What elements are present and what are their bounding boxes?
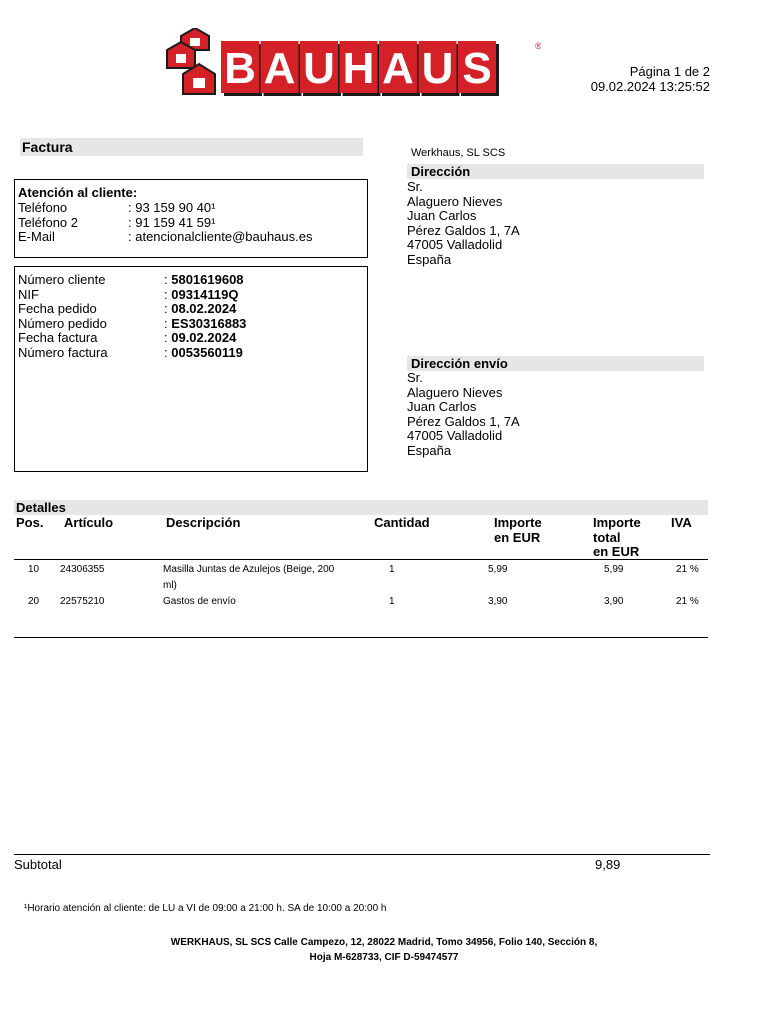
order-info-box [14,266,368,472]
page-info [591,64,710,94]
row-vat: 21 % [676,596,699,607]
address-line: Juan Carlos [407,399,477,415]
address-line: 47005 Valladolid [407,237,503,253]
row-quantity: 1 [389,564,395,575]
invoice-number-value: : 0053560119 [164,345,243,360]
invoice-date-value: : 09.02.2024 [164,330,237,345]
row-pos: 10 [28,564,40,575]
shipping-address-heading: Dirección envío [411,356,508,371]
legal-info [0,935,768,965]
col-article: Artículo [64,515,114,530]
nif-label: NIF [18,287,39,302]
address-line: Sr. [407,179,423,194]
customer-service-box [14,179,368,258]
row-total: 5,99 [604,564,624,575]
col-pos: Pos. [16,515,44,530]
details-heading: Detalles [16,500,66,515]
email-label: E-Mail [18,229,55,244]
address-line: Juan Carlos [407,208,477,224]
page-number: Página 1 de 2 [629,64,710,79]
nif-value: : 09314119Q [164,287,239,302]
address-line: Alaguero Nieves [407,193,503,209]
row-total: 3,90 [604,596,624,607]
phone-value: : 93 159 90 40¹ [128,200,216,215]
logo-letter: A [382,44,414,93]
logo-letter: U [421,44,454,93]
row-unit-price: 3,90 [488,596,508,607]
document-title: Factura [22,139,73,155]
order-date-value: : 08.02.2024 [164,301,237,316]
row-quantity: 1 [389,596,395,607]
row-article: 22575210 [60,596,105,607]
legal-line: WERKHAUS, SL SCS Calle Campezo, 12, 28022 Madrid, Tomo 34956, Folio 140, Sección 8, [170,937,598,948]
col-unit-price: Importe en EUR [494,515,542,545]
billing-address [407,180,520,268]
col-total: Importe total en EUR [593,515,641,559]
shipping-address-bar [407,356,704,371]
invoice-number-label: Número factura [18,345,108,360]
subtotal-label: Subtotal [14,857,62,872]
row-pos: 20 [28,596,40,607]
phone-label: Teléfono [18,200,68,215]
row-article: 24306355 [60,564,105,575]
footnote: ¹Horario atención al cliente: de LU a VI de 09:00 a 21:00 h. SA de 10:00 a 20:00 h [24,903,387,914]
table-header-rule [14,559,708,560]
bauhaus-logo [163,28,541,98]
address-line: España [407,251,452,267]
address-line: Alaguero Nieves [407,384,503,400]
row-description: Masilla Juntas de Azulejos (Beige, 200 ml) [163,564,335,591]
address-line: España [407,442,452,458]
phone2-label: Teléfono 2 [18,215,78,230]
print-datetime: 09.02.2024 13:25:52 [590,79,710,94]
email-value: : atencionalcliente@bauhaus.es [128,229,313,244]
address-line: Pérez Galdos 1, 7A [407,222,520,238]
order-number-value: : ES30316883 [164,316,247,331]
address-line: Pérez Galdos 1, 7A [407,413,520,429]
row-unit-price: 5,99 [488,564,508,575]
legal-line: Hoja M-628733, CIF D-59474577 [309,952,459,963]
col-vat: IVA [671,515,692,530]
company-name: Werkhaus, SL SCS [411,147,506,159]
customer-number-label: Número cliente [18,272,106,287]
billing-address-bar [407,164,704,179]
logo-letter: A [263,44,296,93]
document-title-bar [20,138,363,156]
logo-letter: U [303,44,335,93]
row-description: Gastos de envío [163,596,236,607]
row-vat: 21 % [676,564,699,575]
details-bar [14,500,708,515]
logo-letter: B [224,44,256,93]
address-line: 47005 Valladolid [407,428,503,444]
subtotal-value: 9,89 [595,857,621,872]
shipping-address [407,371,520,459]
billing-address-heading: Dirección [411,164,471,179]
customer-service-heading: Atención al cliente: [18,185,138,200]
phone2-value: : 91 159 41 59¹ [128,215,216,230]
subtotal-rule [14,854,710,855]
col-description: Descripción [166,515,241,530]
col-quantity: Cantidad [374,515,430,530]
order-date-label: Fecha pedido [18,301,97,316]
customer-number-value: : 5801619608 [164,272,244,287]
address-line: Sr. [407,370,423,385]
order-number-label: Número pedido [18,316,107,331]
logo-letter: H [342,44,375,93]
logo-letter: S [462,44,492,93]
svg-text:®: ® [535,41,541,51]
table-bottom-rule [14,637,708,638]
invoice-date-label: Fecha factura [18,330,98,345]
